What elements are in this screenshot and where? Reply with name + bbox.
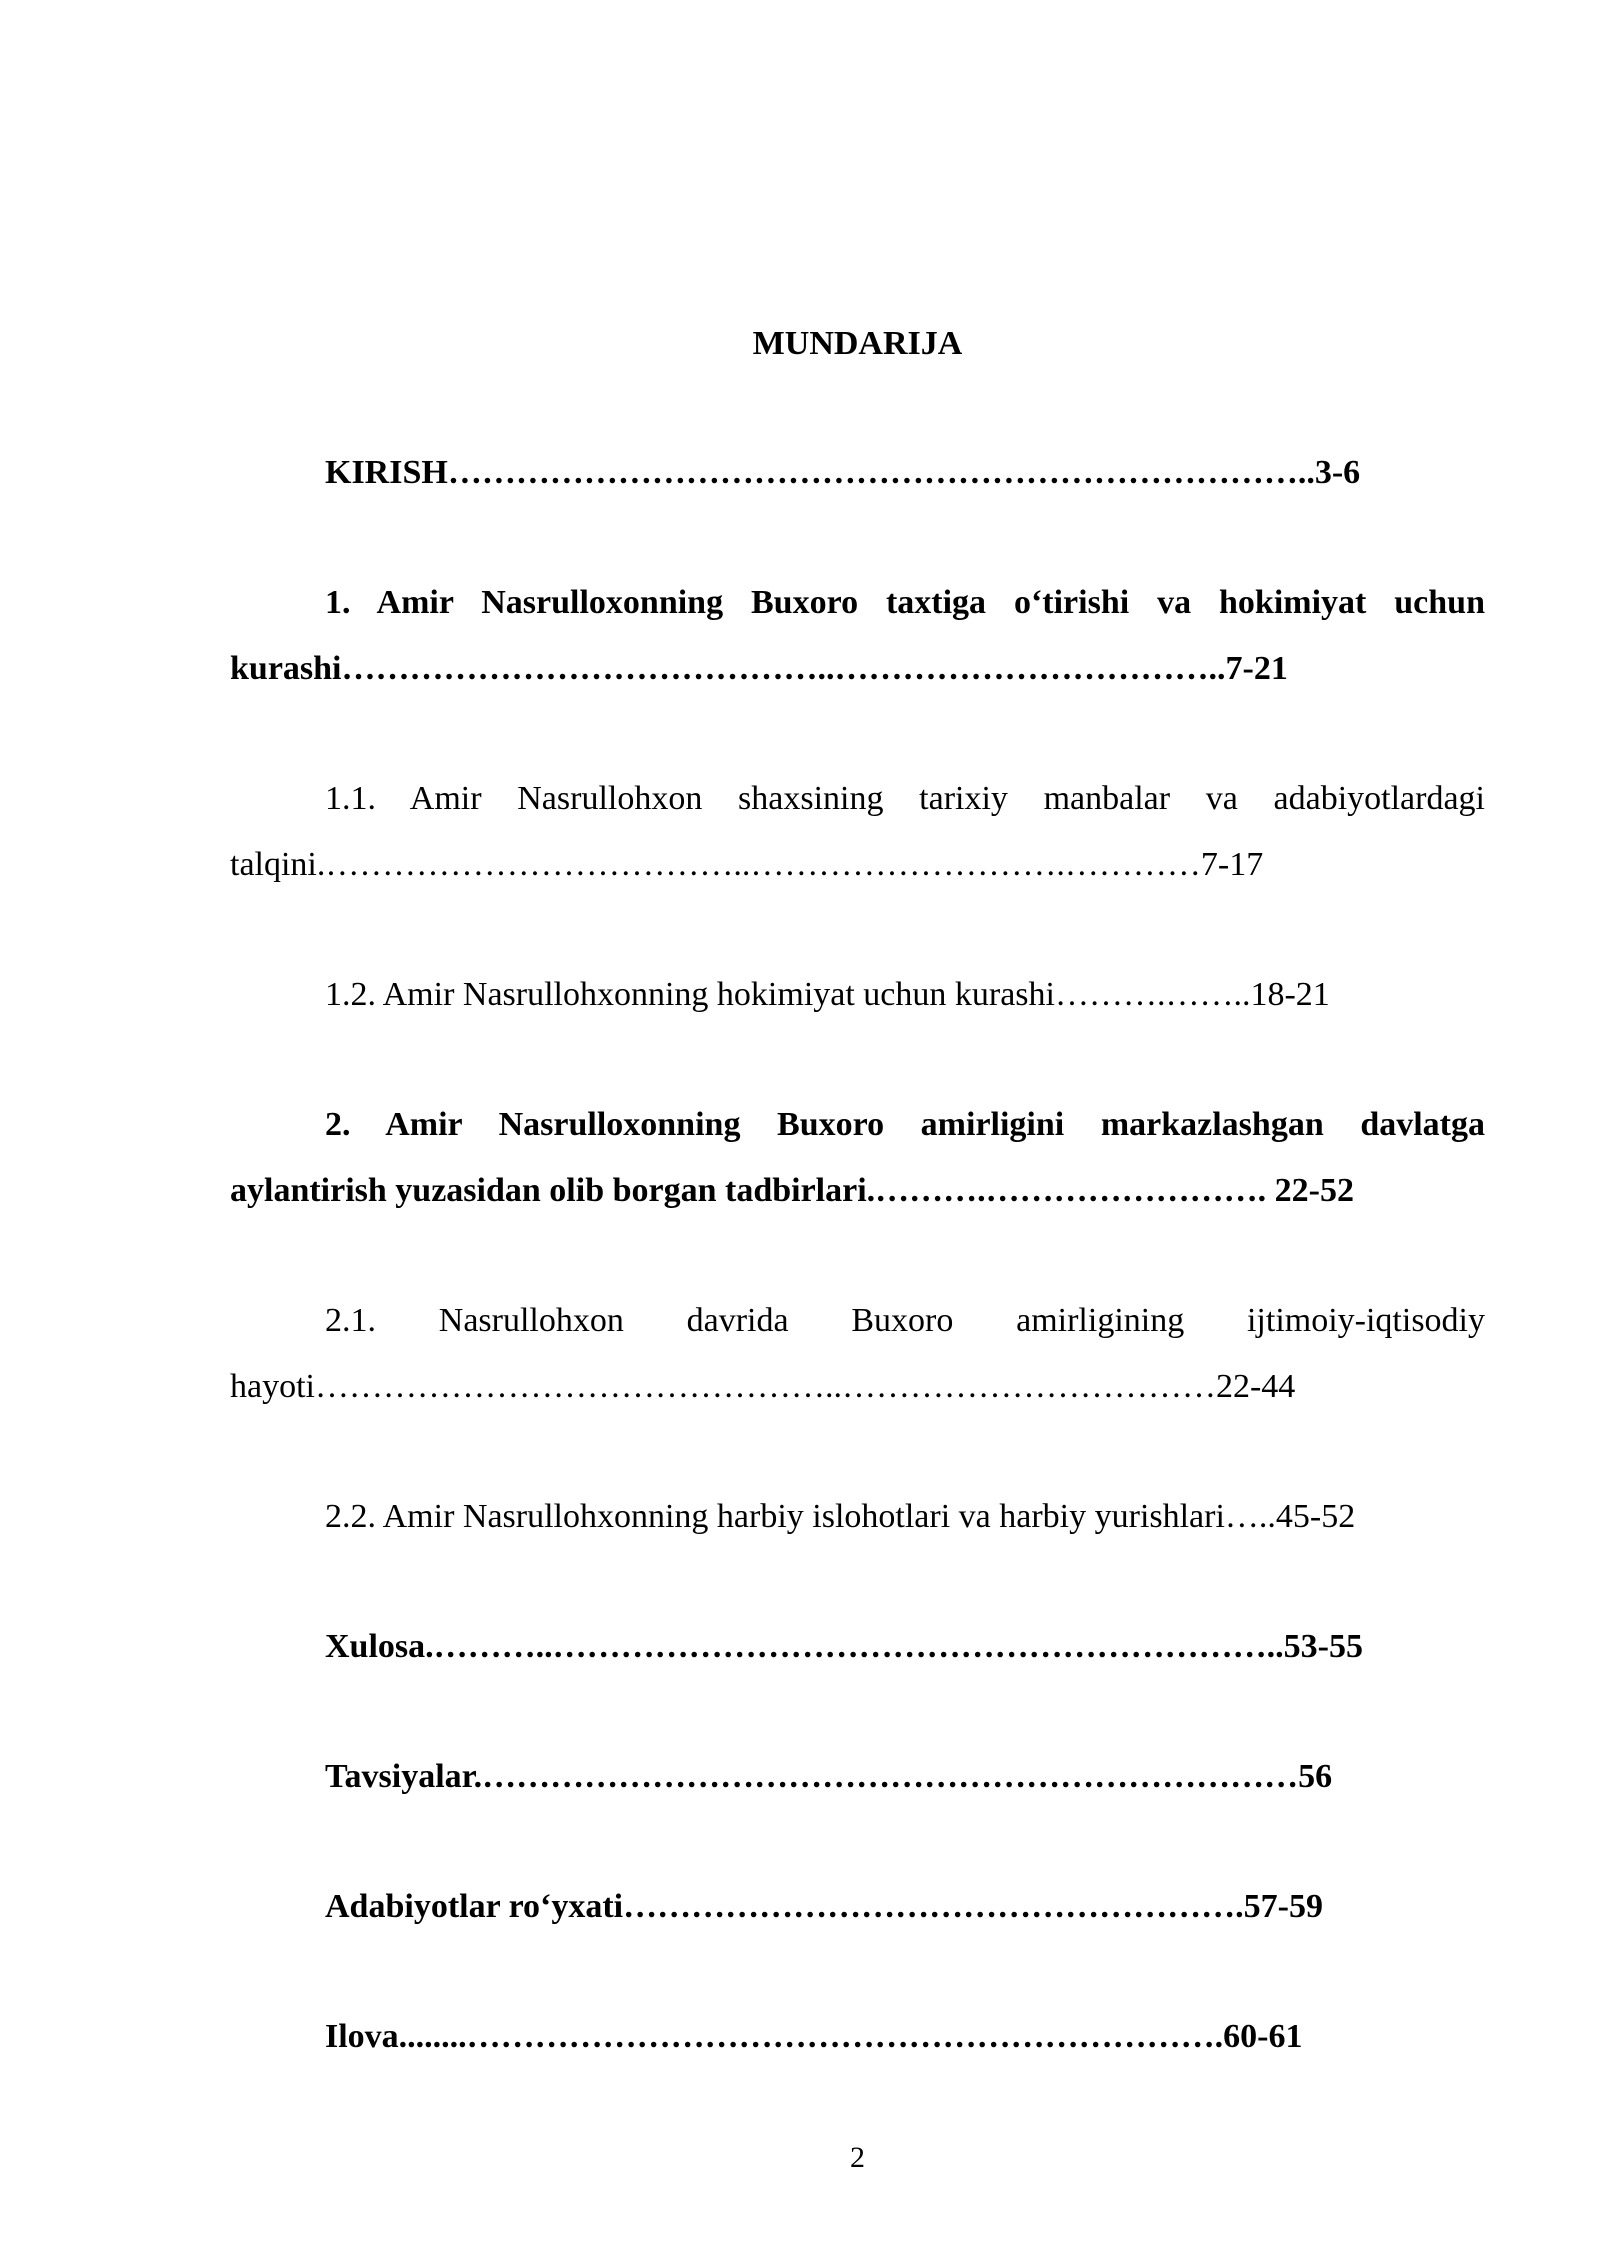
toc-line: hayoti………………………………………..……………………………22-44 (230, 1368, 1296, 1405)
toc-line: 1. Amir Nasrulloxonning Buxoro taxtiga o‘tirishi va hokimiyat uchun (325, 584, 1485, 621)
toc-line: 2.1. Nasrullohxon davrida Buxoro amirligining ijtimoiy-iqtisodiy (325, 1302, 1485, 1339)
toc-line: 2. Amir Nasrulloxonning Buxoro amirligini markazlashgan davlatga (325, 1106, 1485, 1143)
toc-entry-chapter-2 (230, 1092, 1485, 1224)
toc-line: 1.2. Amir Nasrullohxonning hokimiyat uchun kurashi……….……..18-21 (325, 976, 1330, 1013)
toc-line: Tavsiyalar.………………………………………………………………56 (325, 1758, 1333, 1795)
page-number: 2 (850, 2141, 865, 2174)
toc-entry-conclusion (230, 1614, 1485, 1680)
toc-line: aylantirish yuzasidan olib borgan tadbirlari.……….……………………. 22-52 (230, 1172, 1354, 1209)
toc-entry-bibliography (230, 1874, 1485, 1940)
toc-line: KIRISH…………………………………………………………………..3-6 (325, 454, 1361, 491)
toc-entry-section-2-1 (230, 1288, 1485, 1420)
toc-entry-appendix (230, 2004, 1485, 2070)
page-title: MUNDARIJA (752, 325, 963, 362)
toc-entry-recommendations (230, 1744, 1485, 1810)
toc-line: talqini.………………………………..……………………….…………7-17 (230, 846, 1264, 883)
toc-entry-section-1-2 (230, 962, 1485, 1028)
toc-entry-section-2-2 (230, 1484, 1485, 1550)
toc-entry-introduction (230, 440, 1485, 506)
toc-line: 1.1. Amir Nasrullohxon shaxsining tarixiy manbalar va adabiyotlardagi (325, 780, 1485, 817)
toc-line: Xulosa.………..………………………………………………………..53-55 (325, 1628, 1363, 1665)
toc-entry-section-1-1 (230, 766, 1485, 898)
toc-line: Ilova........………………………………………………………….60-61 (325, 2018, 1303, 2055)
toc-line: Adabiyotlar ro‘yxati……………………………………………….57-59 (325, 1888, 1323, 1925)
toc-line: kurashi……………………………………..……………………………..7-21 (230, 650, 1288, 687)
toc-line: 2.2. Amir Nasrullohxonning harbiy islohotlari va harbiy yurishlari…..45-52 (325, 1498, 1356, 1535)
toc-entry-chapter-1 (230, 570, 1485, 702)
